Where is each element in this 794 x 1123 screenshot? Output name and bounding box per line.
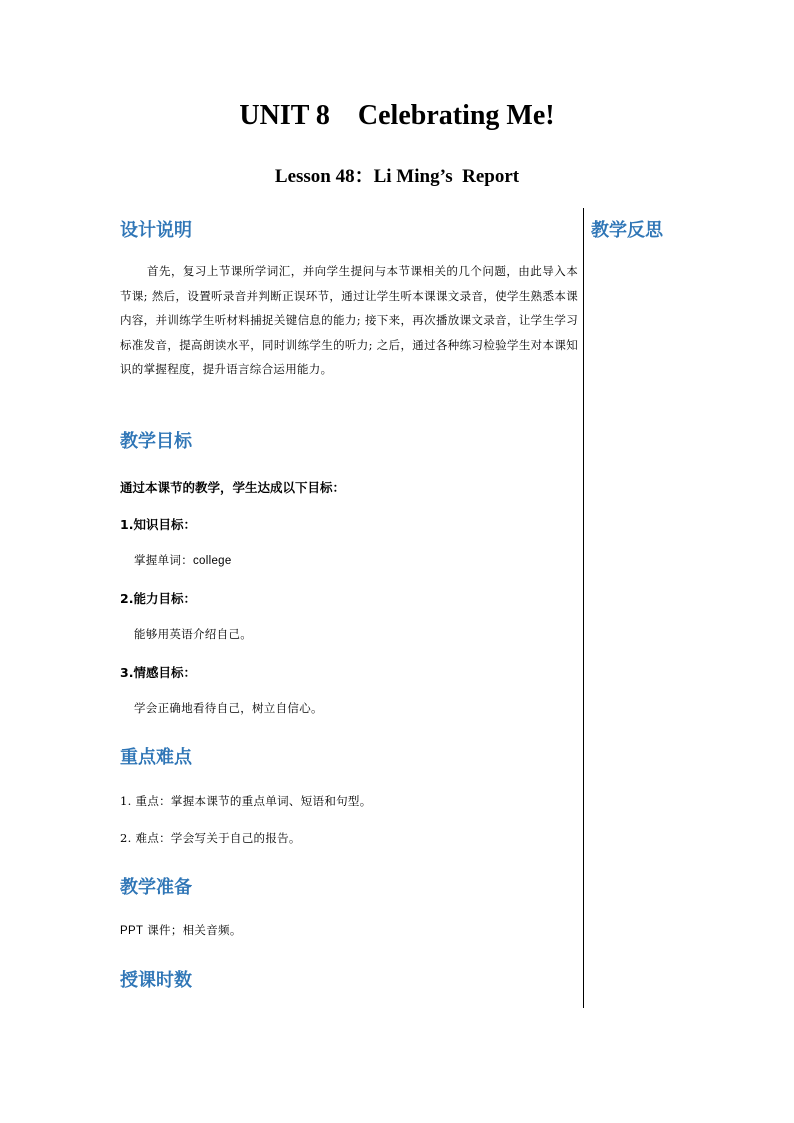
design-description: 首先，复习上节课所学词汇，并向学生提问与本节课相关的几个问题，由此导入本节课; 然后，设置听录音并判断正误环节，通过让学生听本课课文录音，使学生熟悉本课内容，并训练学生听材料捕捉关键信息的能力; 接下来，再次播放课文录音，让学生学习标准发音，提高朗读水平，同时训练学生的听力; 之后，通过各种练习检验学生对本课知识的掌握程度，提升语言综合运用能力。 bbox=[120, 264, 578, 376]
page-title: UNIT 8 Celebrating Me! bbox=[239, 100, 555, 131]
preparation-items: 课件；相关音频。 bbox=[143, 923, 242, 937]
section-heading-design: 设计说明 bbox=[120, 220, 192, 241]
column-divider bbox=[583, 208, 584, 1008]
knowledge-goal-label: 1.知识目标： bbox=[120, 517, 196, 532]
preparation-ppt: PPT bbox=[120, 925, 144, 937]
section-heading-reflection: 教学反思 bbox=[591, 220, 663, 241]
knowledge-goal-prefix: 掌握单词： bbox=[134, 553, 193, 567]
preparation-text bbox=[120, 922, 242, 938]
section-heading-hours: 授课时数 bbox=[120, 970, 192, 991]
section-heading-preparation: 教学准备 bbox=[120, 877, 192, 898]
key-point-item: 1. 重点：掌握本课节的重点单词、短语和句型。 bbox=[120, 794, 372, 808]
knowledge-goal-word: college bbox=[193, 555, 232, 567]
knowledge-goal-text bbox=[134, 552, 232, 568]
ability-goal-label: 2.能力目标： bbox=[120, 591, 196, 606]
ability-goal-text: 能够用英语介绍自己。 bbox=[134, 627, 252, 641]
emotion-goal-label: 3.情感目标： bbox=[120, 665, 196, 680]
goals-intro: 通过本课节的教学，学生达成以下目标： bbox=[120, 480, 346, 495]
section-heading-goals: 教学目标 bbox=[120, 431, 192, 452]
emotion-goal-text: 学会正确地看待自己，树立自信心。 bbox=[134, 701, 323, 715]
lesson-subtitle: Lesson 48：Li Ming’s Report bbox=[274, 166, 520, 187]
section-heading-key-points: 重点难点 bbox=[120, 747, 192, 768]
difficult-point-item: 2. 难点：学会写关于自己的报告。 bbox=[120, 831, 301, 845]
